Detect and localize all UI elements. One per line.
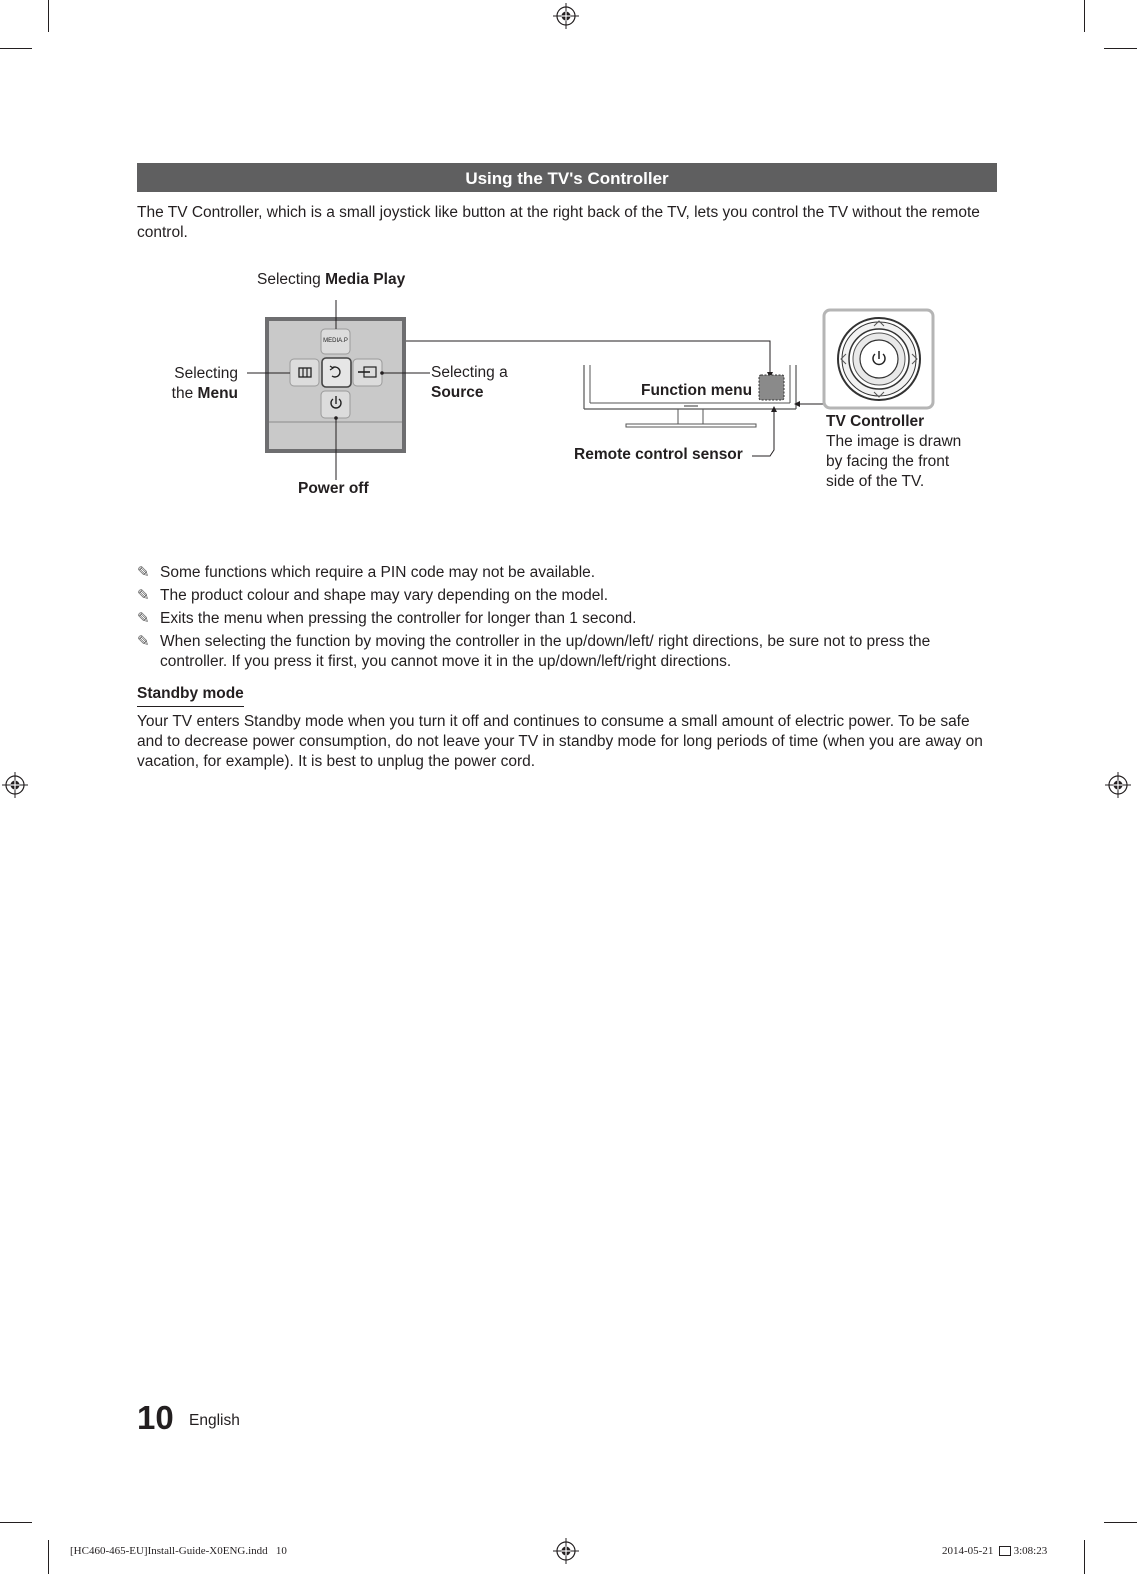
crop-mark xyxy=(0,1522,32,1523)
pencil-icon: ✎ xyxy=(137,633,150,650)
list-item: ✎ Exits the menu when pressing the controller for longer than 1 second. xyxy=(137,610,637,627)
intro-paragraph: The TV Controller, which is a small joystick like button at the right back of the TV, lets you control the TV without the remote control. xyxy=(137,204,980,241)
label-power-off: Power off xyxy=(298,480,369,497)
unreadable-glyph xyxy=(999,1546,1011,1556)
page-number: 10 xyxy=(137,1399,174,1436)
registration-mark-icon xyxy=(553,1538,579,1564)
label-media-play: Selecting Media Play xyxy=(257,271,406,288)
label-function-menu: Function menu xyxy=(641,382,753,399)
crop-mark xyxy=(1084,1540,1085,1574)
list-item: ✎ The product colour and shape may vary depending on the model. xyxy=(137,587,609,604)
standby-paragraph: Your TV enters Standby mode when you turn it off and continues to consume a small amount of electric power. To be safe and to decrease power consumption, do not leave your TV in standby mode for long periods of time (when you are away on vacation, for example). It is best to unplug the power cord. xyxy=(137,713,983,770)
section-title: Using the TV's Controller xyxy=(137,163,997,192)
label-remote-sensor: Remote control sensor xyxy=(574,446,743,463)
notes-list xyxy=(137,563,997,675)
standby-heading: Standby mode xyxy=(137,684,244,707)
list-item: ✎ Some functions which require a PIN code may not be available. xyxy=(137,564,596,581)
crop-mark xyxy=(1104,1522,1137,1523)
pencil-icon: ✎ xyxy=(137,610,150,627)
registration-mark-icon xyxy=(553,3,579,29)
crop-mark xyxy=(1104,48,1137,49)
tv-controller-joystick xyxy=(824,310,933,408)
label-source: Selecting a Source xyxy=(431,364,508,401)
registration-mark-icon xyxy=(2,772,28,798)
crop-mark xyxy=(48,1540,49,1574)
media-play-button-label: MEDIA.P xyxy=(323,338,348,344)
slug-file: [HC460-465-EU]Install-Guide-X0ENG.indd 10 xyxy=(70,1545,287,1557)
registration-mark-icon xyxy=(1105,772,1131,798)
page-language: English xyxy=(189,1412,240,1429)
label-menu: Selecting the Menu xyxy=(171,365,238,402)
crop-mark xyxy=(0,48,32,49)
list-item: ✎ When selecting the function by moving the controller in the up/down/left/ right directions, be sure not to press the controller. If you press it first, you cannot move it in the up/down/left/right directions. xyxy=(137,633,931,670)
crop-mark xyxy=(1084,0,1085,32)
label-tv-controller: TV Controller The image is drawn by facing the front side of the TV. xyxy=(826,413,962,490)
slug-date: 2014-05-21 3:08:23 xyxy=(942,1545,1048,1557)
pencil-icon: ✎ xyxy=(137,564,150,581)
crop-mark xyxy=(48,0,49,32)
pencil-icon: ✎ xyxy=(137,587,150,604)
